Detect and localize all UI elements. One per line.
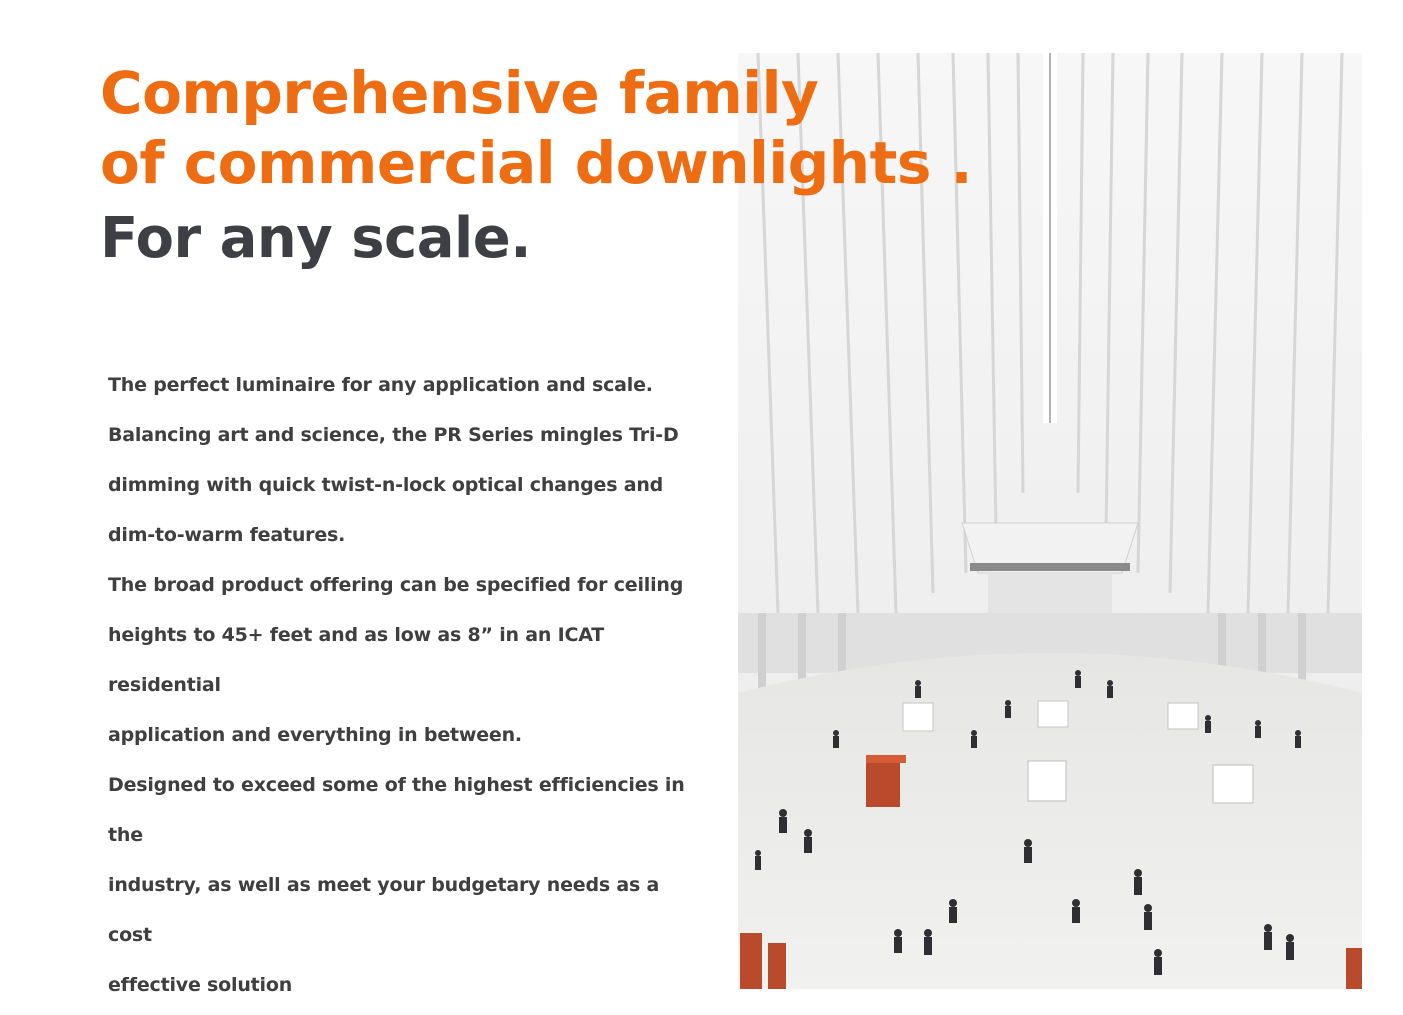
headline-line-2: of commercial downlights . [100, 129, 973, 197]
body-line: dim-to-warm features. [108, 524, 346, 546]
body-line: Designed to exceed some of the highest efficiencies in the [108, 774, 685, 846]
body-line: application and everything in between. [108, 724, 522, 746]
body-line: The perfect luminaire for any application and scale. [108, 374, 653, 396]
subheadline: For any scale. [100, 206, 531, 271]
body-line: industry, as well as meet your budgetary needs as a cost [108, 874, 660, 946]
headline-line-1: Comprehensive family [100, 59, 819, 127]
headline [100, 58, 972, 198]
body-copy [108, 360, 708, 1010]
body-line: dimming with quick twist-n-lock optical changes and [108, 474, 664, 496]
body-line: The broad product offering can be specified for ceiling [108, 574, 684, 596]
body-line: heights to 45+ feet and as low as 8” in an ICAT residential [108, 624, 605, 696]
body-line: effective solution [108, 974, 293, 996]
body-line: Balancing art and science, the PR Series mingles Tri-D [108, 424, 679, 446]
